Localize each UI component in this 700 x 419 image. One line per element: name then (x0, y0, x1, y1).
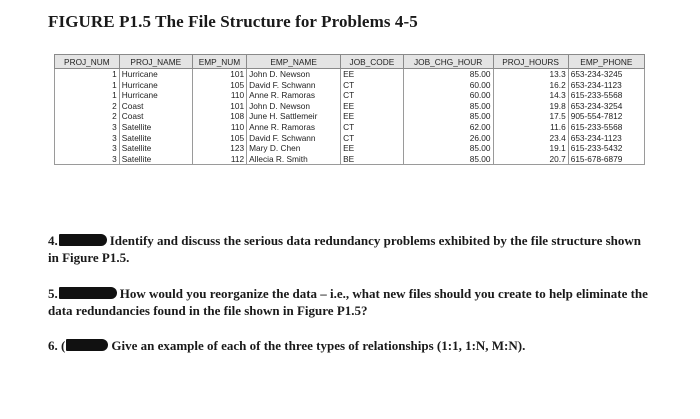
cell-job-code: EE (341, 69, 404, 80)
cell-job-chg-hour: 85.00 (403, 101, 493, 112)
file-structure-table (54, 54, 645, 165)
cell-emp-name: June H. Sattlemeir (247, 111, 341, 122)
question-number: 4. (48, 233, 58, 248)
redaction-mark (66, 339, 108, 351)
cell-proj-hours: 17.5 (493, 111, 568, 122)
column-header-job-chg-hour: JOB_CHG_HOUR (403, 55, 493, 69)
cell-proj-name: Hurricane (119, 69, 192, 80)
cell-emp-num: 110 (192, 90, 246, 101)
cell-job-chg-hour: 85.00 (403, 111, 493, 122)
cell-proj-num: 1 (55, 90, 120, 101)
cell-emp-num: 105 (192, 80, 246, 91)
cell-emp-name: David F. Schwann (247, 133, 341, 144)
cell-proj-num: 2 (55, 101, 120, 112)
cell-job-code: EE (341, 111, 404, 122)
cell-job-code: CT (341, 80, 404, 91)
cell-emp-phone: 615-233-5568 (568, 90, 644, 101)
cell-proj-num: 2 (55, 111, 120, 122)
table-row (55, 154, 645, 165)
cell-emp-num: 110 (192, 122, 246, 133)
column-header-emp-num: EMP_NUM (192, 55, 246, 69)
redaction-mark (59, 287, 117, 299)
table-row (55, 90, 645, 101)
cell-job-chg-hour: 60.00 (403, 90, 493, 101)
cell-proj-name: Satellite (119, 143, 192, 154)
cell-emp-name: Mary D. Chen (247, 143, 341, 154)
cell-job-code: BE (341, 154, 404, 165)
cell-proj-hours: 19.8 (493, 101, 568, 112)
cell-emp-num: 112 (192, 154, 246, 165)
column-header-proj-hours: PROJ_HOURS (493, 55, 568, 69)
cell-emp-name: Anne R. Ramoras (247, 90, 341, 101)
cell-emp-name: John D. Newson (247, 101, 341, 112)
cell-emp-num: 123 (192, 143, 246, 154)
table-row (55, 69, 645, 80)
cell-proj-hours: 16.2 (493, 80, 568, 91)
column-header-emp-name: EMP_NAME (247, 55, 341, 69)
cell-emp-name: John D. Newson (247, 69, 341, 80)
question-number: 6. ( (48, 338, 66, 353)
cell-emp-phone: 653-234-1123 (568, 80, 644, 91)
question-number: 5. (48, 286, 58, 301)
cell-proj-name: Coast (119, 111, 192, 122)
cell-emp-phone: 615-233-5568 (568, 122, 644, 133)
question-text: Identify and discuss the serious data redundancy problems exhibited by the file structure shown in Figure P1.5. (48, 233, 642, 265)
cell-proj-hours: 20.7 (493, 154, 568, 165)
cell-proj-num: 3 (55, 133, 120, 144)
cell-proj-name: Coast (119, 101, 192, 112)
cell-emp-phone: 615-233-5432 (568, 143, 644, 154)
cell-job-chg-hour: 85.00 (403, 69, 493, 80)
column-header-emp-phone: EMP_PHONE (568, 55, 644, 69)
cell-proj-hours: 19.1 (493, 143, 568, 154)
cell-proj-num: 3 (55, 143, 120, 154)
column-header-proj-num: PROJ_NUM (55, 55, 120, 69)
cell-emp-num: 105 (192, 133, 246, 144)
cell-proj-num: 1 (55, 69, 120, 80)
cell-proj-name: Satellite (119, 122, 192, 133)
cell-job-code: EE (341, 101, 404, 112)
redaction-mark (59, 234, 107, 246)
cell-proj-name: Satellite (119, 133, 192, 144)
cell-job-code: EE (341, 143, 404, 154)
cell-proj-name: Satellite (119, 154, 192, 165)
table-row (55, 101, 645, 112)
cell-emp-name: Anne R. Ramoras (247, 122, 341, 133)
cell-proj-hours: 13.3 (493, 69, 568, 80)
cell-proj-hours: 11.6 (493, 122, 568, 133)
cell-emp-phone: 653-234-3245 (568, 69, 644, 80)
table-row (55, 80, 645, 91)
cell-proj-hours: 14.3 (493, 90, 568, 101)
table-row (55, 111, 645, 122)
question-text: Give an example of each of the three types of relationships (1:1, 1:N, M:N). (111, 338, 526, 353)
cell-job-chg-hour: 85.00 (403, 154, 493, 165)
cell-emp-phone: 905-554-7812 (568, 111, 644, 122)
cell-emp-phone: 653-234-3254 (568, 101, 644, 112)
table-row (55, 122, 645, 133)
cell-job-chg-hour: 62.00 (403, 122, 493, 133)
column-header-proj-name: PROJ_NAME (119, 55, 192, 69)
cell-job-chg-hour: 26.00 (403, 133, 493, 144)
question-4 (48, 232, 648, 266)
cell-job-chg-hour: 60.00 (403, 80, 493, 91)
cell-job-code: CT (341, 90, 404, 101)
table-header-row (55, 55, 645, 69)
cell-proj-num: 1 (55, 80, 120, 91)
table-row (55, 133, 645, 144)
cell-job-code: CT (341, 133, 404, 144)
cell-proj-num: 3 (55, 122, 120, 133)
cell-emp-phone: 615-678-6879 (568, 154, 644, 165)
cell-proj-name: Hurricane (119, 80, 192, 91)
question-text: How would you reorganize the data – i.e., what new files should you create to help eliminate the data redundancies found in the file shown in Figure P1.5? (48, 286, 648, 318)
cell-emp-phone: 653-234-1123 (568, 133, 644, 144)
question-5 (48, 285, 648, 319)
cell-job-code: CT (341, 122, 404, 133)
cell-emp-num: 101 (192, 101, 246, 112)
table-row (55, 143, 645, 154)
cell-emp-name: David F. Schwann (247, 80, 341, 91)
cell-proj-num: 3 (55, 154, 120, 165)
cell-job-chg-hour: 85.00 (403, 143, 493, 154)
cell-emp-name: Allecia R. Smith (247, 154, 341, 165)
cell-proj-hours: 23.4 (493, 133, 568, 144)
cell-proj-name: Hurricane (119, 90, 192, 101)
cell-emp-num: 108 (192, 111, 246, 122)
question-6 (48, 337, 648, 354)
cell-emp-num: 101 (192, 69, 246, 80)
file-structure-table-container (54, 54, 645, 165)
column-header-job-code: JOB_CODE (341, 55, 404, 69)
figure-title: FIGURE P1.5 The File Structure for Problems 4-5 (48, 12, 418, 31)
